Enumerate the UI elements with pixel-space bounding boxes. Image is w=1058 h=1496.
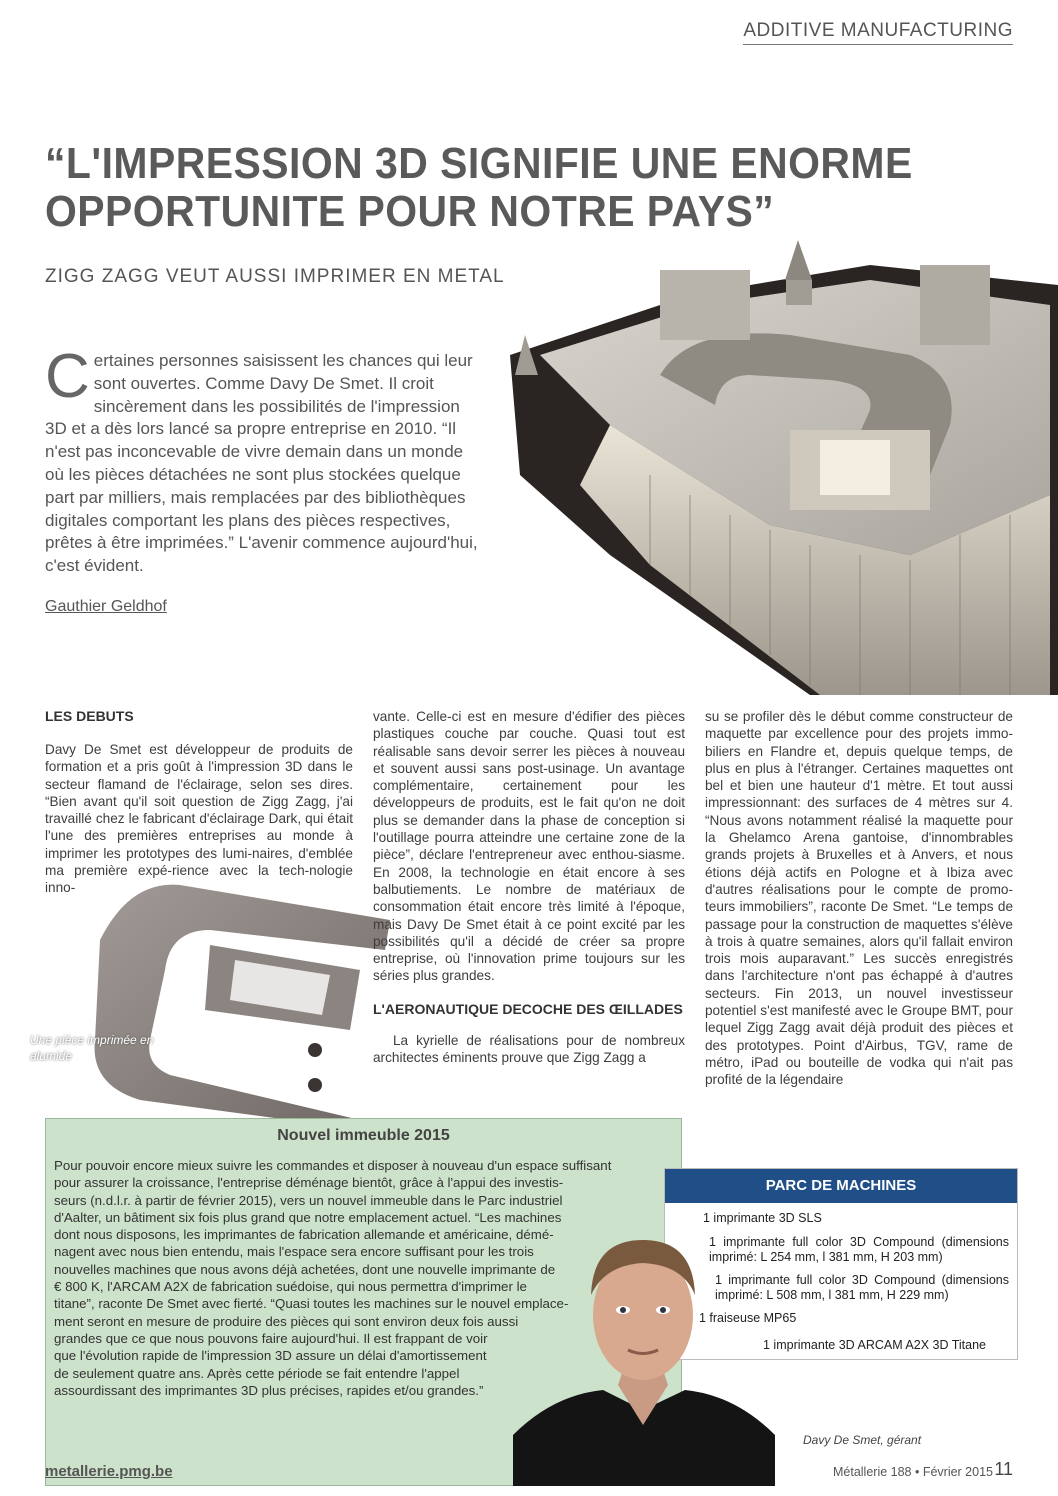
author-byline: Gauthier Geldhof [45, 598, 167, 615]
box-line: de seulement quatre ans. Après cette période se fait entendre l'appel [54, 1365, 460, 1381]
page-number: 11 [994, 1459, 1013, 1479]
building-model-image [490, 225, 1058, 695]
box-line: titane”, raconte De Smet avec fierté. “Quasi toutes les machines sur le nouvel emplace- [54, 1296, 569, 1312]
parc-item: 1 imprimante full color 3D Compound (dimensions imprimé: L 508 mm, l 381 mm, H 229 mm) [715, 1273, 1009, 1302]
footer-website-link[interactable]: metallerie.pmg.be [45, 1463, 173, 1480]
box-line: seurs (n.d.l.r. à partir de février 2015), vers un nouvel immeuble dans le Parc industriel [54, 1192, 563, 1208]
headline-line-2: OPPORTUNITE POUR NOTRE PAYS” [45, 187, 775, 236]
section-label: ADDITIVE MANUFACTURING [743, 20, 1013, 45]
footer-issue: Métallerie 188 • Février 2015 [832, 1465, 993, 1479]
box-line: que l'évolution rapide de l'impression 3D assure un délai d'amortissement [54, 1348, 487, 1364]
headline-line-1: “L'IMPRESSION 3D SIGNIFIE UNE ENORME [45, 139, 913, 188]
parc-item: 1 fraiseuse MP65 [699, 1311, 797, 1325]
intro-text: ertaines personnes saisissent les chances qui leur sont ouvertes. Comme Davy De Smet. Il croit sincèrement dans les possibilités de l'impression 3D et a dès lors lancé sa propre entreprise en 2010. “Il n'est pas inconcevable de vivre demain dans un monde où les pièces détachées ne sont plus stockées quelque part par milliers, mais remplacées par des bibliothèques digitales comportant les plans des pièces respectives, prêtes à être imprimées.” L'avenir commence aujourd'hui, c'est évident. [45, 351, 478, 576]
col2-paragraph-1: vante. Celle-ci est en mesure d'édifier des pièces plastiques couche par couche. Quasi tout est réalisable sans devoir serrer les pièces à nouveau et souvent aussi sans post-usinage. Un avantage complémentaire, certainement pour les développeurs de produits, est le fait qu'on ne doit plus se demander dans la phase de conception si l'outillage pourra atteindre une certaine zone de la pièce”, déclare l'entrepreneur avec enthou-siasme. En 2008, la technologie en était encore à ses balbutiements. Le nombre de matériaux de consommation était encore très limité à l'époque, mais Davy De Smet était à ce point excité par les possibilités qu'il a décidé de créer sa propre entreprise, où l'innovation prime toujours sur les séries plus grandes. [373, 709, 685, 984]
heading-aeronautique: L'AERONAUTIQUE DECOCHE DES ŒILLADES [373, 1000, 683, 1017]
box-line: nagent avec nous bien entendu, mais l'espace sera encore suffisant pour les trois [54, 1244, 534, 1260]
subheadline: ZIGG ZAGG VEUT AUSSI IMPRIMER EN METAL [45, 266, 505, 287]
part-caption: Une pièce imprimée en alumide [30, 1033, 154, 1063]
parc-item: 1 imprimante full color 3D Compound (dimensions imprimé: L 254 mm, l 381 mm, H 203 mm) [709, 1235, 1009, 1264]
headline [45, 140, 938, 236]
parc-item: 1 imprimante 3D SLS [703, 1211, 822, 1225]
col3-paragraph: su se profiler dès le début comme constructeur de maquette par excellence pour des projets immo-biliers en Flandre et, depuis quelque temps, de plus en plus à l'étranger. Certaines maquettes ont bel et bien une hauteur d'1 mètre. Et tout aussi impressionnant: des surfaces de 4 mètres sur 4. “Nous avons notamment réalisé la maquette pour la Ghelamco Arena gantoise, d'innombrables grands projets à Bruxelles et à Anvers, et nous étions déjà actifs en Pologne et à Ibiza avec d'autres réalisations pour le compte de promo-teurs immobiliers”, raconte De Smet. “Le temps de passage pour la construction de maquettes s'élève à trois à quatre semaines, alors qu'il fallait environ trois mois auparavant.” Les succès enregistrés dans l'architecture n'ont pas échappé à d'autres secteurs. Fin 2013, un nouvel investisseur potentiel s'est manifesté avec le Groupe BMT, pour lequel Zigg Zagg avait déjà produit des pièces et des prototypes. Point d'Airbus, TGV, rame de métro, iPad ou bouteille de vodka qui n'ait pas profité de la légendaire [705, 709, 1013, 1088]
column-3 [705, 708, 1013, 1089]
parc-title: PARC DE MACHINES [665, 1169, 1017, 1203]
box-line: d'Aalter, un bâtiment six fois plus grand que notre emplacement actuel. “Les machines [54, 1209, 562, 1225]
printed-part-image [60, 860, 390, 1130]
col2-paragraph-2: La kyrielle de réalisations pour de nombreux architectes éminents prouve que Zigg Zagg a [373, 1032, 685, 1066]
box-line: nouvelles machines que nous avons déjà achetées, dont une nouvelle imprimante de [54, 1261, 556, 1277]
box-line: pour assurer la croissance, l'entreprise déménage bientôt, grâce à l'appui des investis- [54, 1175, 564, 1191]
box-line: dont nous disposons, les imprimantes de fabrication allemande et américaine, démé- [54, 1227, 554, 1243]
column-2 [373, 708, 685, 1066]
intro-paragraph [45, 342, 485, 578]
box-line: assourdissant des imprimantes 3D plus précises, rapides et/ou grandes.” [54, 1382, 484, 1398]
box-title: Nouvel immeuble 2015 [277, 1127, 450, 1144]
portrait-caption: Davy De Smet, gérant [803, 1433, 922, 1447]
portrait-photo [513, 1195, 775, 1486]
box-line: ment seront en mesure de produire des pièces qui sont environ deux fois aussi [54, 1313, 519, 1329]
box-line: grandes que ce que nous pouvons faire aujourd'hui. Il est frappant de voir [54, 1330, 488, 1346]
drop-cap: C [45, 342, 90, 411]
box-line: € 800 K, l'ARCAM A2X de fabrication suédoise, qui nous permettra d'imprimer le [54, 1279, 527, 1295]
col1-paragraph: Davy De Smet est développeur de produits de formation et a pris goût à l'impression 3D dans le secteur flamand de l'éclairage, selon ses dires. “Bien avant qu'il soit question de Zigg Zagg, j'ai travaillé chez le fabricant d'éclairage Dark, qui était l'une des premières entreprises au monde à imprimer les prototypes des lumi-naires, d'emblée ma première expé-rience avec la tech-nologie inno- [45, 742, 353, 896]
box-line: Pour pouvoir encore mieux suivre les commandes et disposer à nouveau d'un espace suffisant [54, 1158, 612, 1173]
heading-les-debuts: LES DEBUTS [45, 708, 134, 724]
parc-item: 1 imprimante 3D ARCAM A2X 3D Titane [763, 1338, 987, 1352]
